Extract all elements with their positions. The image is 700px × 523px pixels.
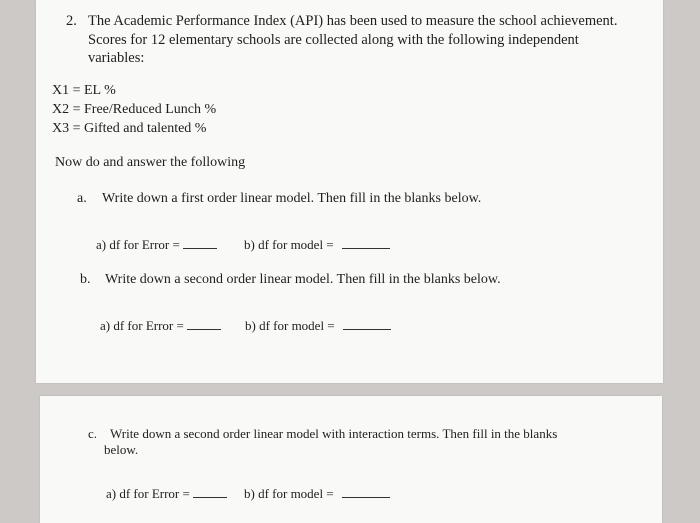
part-b-df-model <box>245 319 391 332</box>
part-a-letter: a. <box>77 191 87 206</box>
part-c-df-model-label: b) df for model = <box>244 486 334 501</box>
part-c-df-error-label: a) df for Error = <box>106 486 190 501</box>
question-text-line-2: Scores for 12 elementary schools are collected along with the following independent <box>88 32 579 48</box>
part-b-text: Write down a second order linear model. Then fill in the blanks below. <box>105 272 501 287</box>
question-text-line-1: The Academic Performance Index (API) has been used to measure the school achievement. <box>88 13 618 29</box>
instruction-text: Now do and answer the following <box>55 155 246 170</box>
question-text-line-3: variables: <box>88 50 145 66</box>
part-a-df-model-blank[interactable] <box>342 247 390 249</box>
part-a-df-error <box>96 238 217 251</box>
part-a-df-model <box>244 238 390 251</box>
part-a-text: Write down a first order linear model. Then fill in the blanks below. <box>102 191 482 206</box>
part-c-text-line-2: below. <box>104 442 139 457</box>
part-c-text-line-1: Write down a second order linear model with interaction terms. Then fill in the blanks <box>110 426 558 441</box>
variable-x2: X2 = Free/Reduced Lunch % <box>52 102 217 117</box>
part-a-df-error-label: a) df for Error = <box>96 237 180 252</box>
part-c-df-error-blank[interactable] <box>193 496 227 498</box>
variable-x1: X1 = EL % <box>52 83 116 98</box>
part-c-df-error <box>106 487 227 500</box>
part-b-df-error <box>100 319 221 332</box>
worksheet-page-bottom <box>40 396 662 523</box>
part-c-letter: c. <box>88 426 98 441</box>
part-b-df-error-blank[interactable] <box>187 328 221 330</box>
part-b-df-model-label: b) df for model = <box>245 318 335 333</box>
part-a-df-model-label: b) df for model = <box>244 237 334 252</box>
part-b-df-error-label: a) df for Error = <box>100 318 184 333</box>
part-c-df-model <box>244 487 390 500</box>
part-b-df-model-blank[interactable] <box>343 328 391 330</box>
part-c-df-model-blank[interactable] <box>342 496 390 498</box>
part-b-letter: b. <box>80 272 91 287</box>
part-a-df-error-blank[interactable] <box>183 247 217 249</box>
variable-x3: X3 = Gifted and talented % <box>52 121 207 136</box>
question-number: 2. <box>66 13 77 29</box>
